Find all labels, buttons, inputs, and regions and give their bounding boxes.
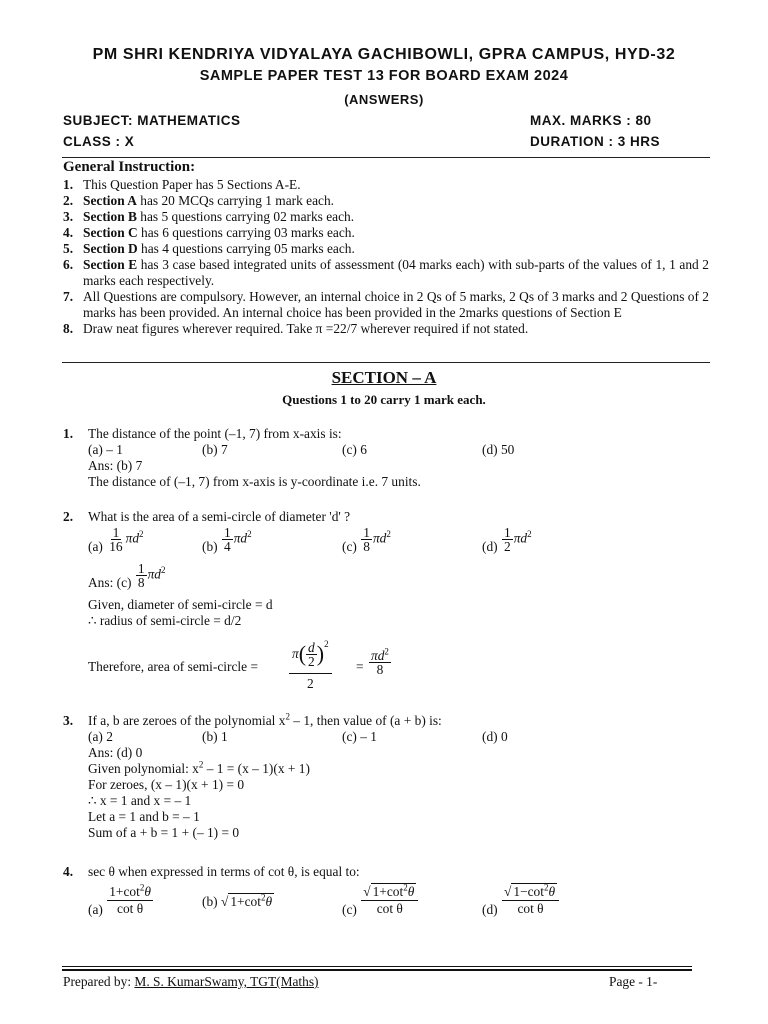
option-a: (a) 2 (88, 729, 113, 744)
instruction-bold: Section B (83, 209, 137, 224)
instruction-number: 3. (63, 209, 74, 224)
instruction-item (63, 209, 709, 225)
instruction-text: has 3 case based integrated units of assessment (04 marks each) with sub-parts of the values of 1, 1 and 2 marks each respectively. (83, 257, 710, 288)
question-number: 4. (63, 864, 74, 879)
option-label: (c) (342, 538, 357, 554)
numerator: 1 (363, 525, 370, 540)
question-1 (63, 426, 713, 496)
given-text: Given, diameter of semi-circle = d (88, 597, 273, 612)
question-number: 1. (63, 426, 74, 441)
sqrt-icon: √ (220, 894, 229, 909)
instruction-text: This Question Paper has 5 Sections A-E. (83, 177, 301, 192)
instruction-bold: Section E (83, 257, 138, 272)
exponent: 2 (384, 646, 389, 657)
denominator: 2 (306, 676, 314, 691)
pi-d: πd (125, 530, 140, 546)
option-b: (b) 1 (202, 729, 228, 744)
pi-d: πd (513, 530, 528, 546)
exponent: 2 (160, 565, 166, 576)
answer-text: Ans: (d) 0 (88, 745, 143, 760)
exponent: 2 (543, 882, 549, 893)
instruction-item (63, 177, 709, 193)
let-text: Let a = 1 and b = – 1 (88, 809, 200, 824)
option-label: (a) (88, 901, 103, 917)
exponent: 2 (527, 529, 532, 540)
sum-text: Sum of a + b = 1 + (– 1) = 0 (88, 825, 240, 840)
zeroes-text: For zeroes, (x – 1)(x + 1) = 0 (88, 777, 245, 792)
option-d: (d) 50 (482, 442, 515, 457)
explanation-text: The distance of (–1, 7) from x-axis is y-coordinate i.e. 7 units. (88, 474, 421, 489)
exponent: 2 (403, 882, 408, 893)
test-title: SAMPLE PAPER TEST 13 FOR BOARD EXAM 2024 (199, 68, 569, 84)
exponent: 2 (285, 711, 290, 722)
instruction-number: 1. (63, 177, 74, 192)
options-row (88, 729, 708, 745)
general-instruction-title: General Instruction: (63, 159, 196, 175)
theta: θ (548, 884, 556, 899)
instruction-text: has 20 MCQs carrying 1 mark each. (136, 193, 335, 208)
area-formula-row (88, 635, 708, 691)
equals-sign: = (356, 659, 364, 674)
question-text (88, 713, 708, 729)
instruction-number: 6. (63, 257, 74, 272)
denominator: 8 (376, 662, 384, 677)
instruction-item (63, 225, 709, 241)
pi-d: πd (233, 530, 248, 546)
section-subtitle: Questions 1 to 20 carry 1 mark each. (282, 392, 486, 407)
option-a (88, 884, 154, 917)
instruction-item (63, 241, 709, 257)
footer-divider-thick (62, 969, 692, 971)
prepared-by (63, 974, 319, 990)
instruction-item (63, 289, 709, 321)
pi-symbol: π (292, 646, 299, 661)
denominator: 8 (137, 575, 145, 590)
option-label: (c) (342, 901, 357, 917)
header-divider (62, 157, 710, 158)
denominator: 2 (503, 539, 511, 554)
exponent: 2 (198, 759, 204, 770)
exponent: 2 (247, 529, 252, 540)
option-label: (b) (202, 894, 218, 909)
section-title: SECTION – A (331, 368, 437, 387)
question-number: 2. (63, 509, 74, 524)
pi-d: πd (371, 648, 385, 663)
duration-label: DURATION : 3 HRS (530, 134, 661, 149)
instruction-text: All Questions are compulsory. However, an internal choice in 2 Qs of 5 marks, 2 Qs of 3 marks and 2 Questions of 2 marks has been provided. An internal choice has been provided in the 2marks questions of Section E (83, 289, 709, 320)
question-text: What is the area of a semi-circle of diameter 'd' ? (88, 509, 351, 524)
instruction-bold: Section D (83, 241, 138, 256)
denominator: 2 (308, 653, 315, 669)
numerator: d (308, 639, 315, 655)
exponent: 2 (386, 529, 391, 540)
answer-prefix: Ans: (c) (88, 574, 132, 590)
option-a: (a) – 1 (88, 442, 123, 457)
theta: θ (407, 884, 415, 899)
max-marks-label: MAX. MARKS : 80 (530, 113, 652, 128)
instruction-text: has 5 questions carrying 02 marks each. (136, 209, 355, 224)
option-c (342, 884, 419, 917)
subject-label: SUBJECT: MATHEMATICS (63, 113, 241, 128)
given-part: – 1 = (x – 1)(x + 1) (203, 761, 310, 776)
therefore-text: ∴ x = 1 and x = – 1 (88, 793, 192, 808)
option-label: (b) (202, 538, 218, 554)
expr: 1+cot (109, 884, 140, 899)
exponent: 2 (139, 529, 144, 540)
instruction-number: 7. (63, 289, 74, 304)
instruction-text: has 4 questions carrying 05 marks each. (137, 241, 355, 256)
question-part: If a, b are zeroes of the polynomial x (88, 713, 286, 728)
instruction-number: 8. (63, 321, 74, 336)
option-c (342, 526, 391, 553)
options-row (88, 526, 708, 560)
question-text: sec θ when expressed in terms of cot θ, is equal to: (88, 864, 360, 879)
page-number: Page - 1- (609, 974, 658, 989)
radius-text: ∴ radius of semi-circle = d/2 (88, 613, 242, 628)
sqrt-icon: √ (503, 884, 512, 899)
denominator: cot θ (117, 901, 144, 916)
option-label: (a) (88, 538, 103, 554)
option-d (482, 526, 532, 553)
instruction-number: 4. (63, 225, 74, 240)
expr: 1+cot (230, 894, 261, 909)
question-3 (63, 713, 713, 848)
therefore-text: Therefore, area of semi-circle = (88, 659, 258, 674)
option-b (202, 526, 252, 553)
numerator: 1 (112, 525, 120, 540)
instruction-number: 2. (63, 193, 74, 208)
pi-d: πd (147, 566, 161, 582)
denominator: 8 (363, 539, 370, 554)
prepared-name: M. S. KumarSwamy, TGT(Maths) (134, 974, 319, 989)
numerator: 1 (223, 525, 231, 540)
numerator: 1 (137, 561, 145, 576)
instruction-item (63, 193, 709, 209)
instruction-item (63, 321, 709, 337)
exponent: 2 (260, 892, 266, 903)
answer-row (88, 562, 708, 594)
instruction-bold: Section A (83, 193, 137, 208)
option-b (202, 894, 274, 910)
instruction-bold: Section C (83, 225, 138, 240)
instruction-item (63, 257, 709, 289)
theta: θ (144, 884, 151, 899)
question-4 (63, 864, 713, 934)
option-label: (d) (482, 538, 498, 554)
question-number: 3. (63, 713, 74, 728)
options-row (88, 442, 708, 458)
expr: 1−cot (513, 884, 544, 899)
denominator: 16 (109, 539, 123, 554)
instruction-text: has 6 questions carrying 03 marks each. (137, 225, 355, 240)
expr: 1+cot (372, 884, 404, 899)
denominator: cot θ (517, 901, 544, 916)
option-c: (c) 6 (342, 442, 367, 457)
instruction-divider (62, 362, 710, 363)
instruction-number: 5. (63, 241, 74, 256)
option-b: (b) 7 (202, 442, 228, 457)
question-text: The distance of the point (–1, 7) from x-axis is: (88, 426, 342, 441)
exponent: 2 (139, 882, 145, 893)
option-c: (c) – 1 (342, 729, 377, 744)
school-name: PM SHRI KENDRIYA VIDYALAYA GACHIBOWLI, GPRA CAMPUS, HYD-32 (92, 46, 676, 63)
options-row (88, 884, 708, 928)
instruction-text: Draw neat figures wherever required. Take π =22/7 wherever required if not stated. (83, 321, 529, 336)
footer-divider (62, 966, 692, 967)
result-fraction (369, 646, 391, 677)
numerator: 1 (503, 525, 511, 540)
option-d: (d) 0 (482, 729, 508, 744)
sqrt-icon: √ (363, 884, 371, 899)
answer-text: Ans: (b) 7 (88, 458, 143, 473)
option-a (88, 526, 144, 553)
option-label: (d) (482, 901, 498, 917)
denominator: 4 (223, 539, 231, 554)
denominator: cot θ (376, 901, 403, 916)
class-label: CLASS : X (63, 134, 135, 149)
general-instruction-list (63, 177, 709, 337)
theta: θ (265, 894, 273, 909)
given-text (88, 761, 708, 777)
question-2 (63, 509, 713, 699)
question-part: – 1, then value of (a + b) is: (289, 713, 442, 728)
option-d (482, 884, 560, 917)
answers-label: (ANSWERS) (344, 92, 424, 107)
prepared-label: Prepared by: (63, 974, 135, 989)
pi-d: πd (372, 530, 387, 546)
given-part: Given polynomial: x (88, 761, 199, 776)
area-fraction: π ( $\frac{d}{2}$ ) $^2$ 2 (289, 635, 332, 692)
